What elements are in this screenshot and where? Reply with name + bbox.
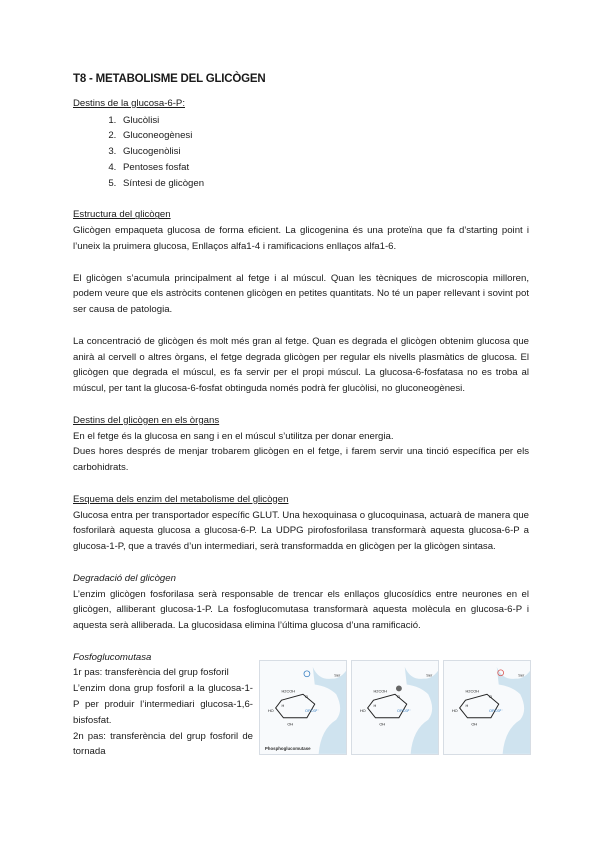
ch2oh-label: H2COH xyxy=(373,688,388,694)
phosphate-circle xyxy=(396,685,402,691)
glucose-ring-diagram xyxy=(260,661,346,754)
enzyme-label: Ser xyxy=(426,672,433,678)
panel-caption: Phosphoglucomutase xyxy=(264,745,311,751)
mechanism-panel-1 xyxy=(259,660,347,755)
h-label: H xyxy=(373,702,377,708)
ring-oxygen: O xyxy=(396,693,400,699)
ho-label: HO xyxy=(359,707,366,713)
ring-oxygen: O xyxy=(488,693,492,699)
phosphate-circle xyxy=(304,671,310,677)
ch2oh-label: H2COH xyxy=(465,688,480,694)
section-heading-fosfoglucomutasa: Fosfoglucomutasa xyxy=(73,651,152,663)
enzyme-label: Ser xyxy=(334,672,341,678)
opo3-label: OPO3²⁻ xyxy=(488,707,504,713)
h-label: H xyxy=(281,702,285,708)
list-item: 3. Glucogenòlisi xyxy=(119,144,529,160)
document-title: T8 - METABOLISME DEL GLICÒGEN xyxy=(73,73,266,85)
h-label: H xyxy=(465,702,469,708)
opo3-label: OPO3²⁻ xyxy=(304,707,320,713)
section-heading-esquema: Esquema dels enzim del metabolisme del glicògen xyxy=(73,493,289,505)
paragraph: L’enzim dona grup fosforil a la glucosa-1-P per produir l’intermediari glucosa-1,6-bisfosfat. xyxy=(73,683,253,726)
paragraph: Glicògen empaqueta glucosa de forma eficient. La glicogenina és una proteïna que fa d’starting point i l’uneix la pruimera glucosa, Enllaços alfa1-4 i ramificacions enllaços alfa1-6. xyxy=(73,225,529,252)
section-heading-degradacio: Degradació del glicògen xyxy=(73,572,176,584)
paragraph: En el fetge és la glucosa en sang i en el múscul s’utilitza per donar energia. xyxy=(73,430,394,442)
paragraph: La concentració de glicògen és molt més gran al fetge. Quan es degrada el glicògen obtenim glucosa que anirà al cervell o altres òrgans, el fetge degrada glicògen per regular els nivells plasmàtics de glucosa. El glicògen que degrada el múscul, es fa servir per el propi múscul. La glucosa-6-fosfatasa no es troba al múscul, per tant la glucosa-6-fosfat obtinguda només podrà fer glucòlisi, no gluconeogènesi. xyxy=(73,335,529,395)
oh-label: OH xyxy=(379,721,386,727)
glucose-ring-diagram xyxy=(352,661,438,754)
fosfoglucomutasa-section xyxy=(73,650,529,761)
destins-glucosa-list xyxy=(73,113,529,192)
mechanism-panel-2 xyxy=(351,660,439,755)
ho-label: HO xyxy=(451,707,458,713)
ho-label: HO xyxy=(267,707,274,713)
mechanism-panel-3 xyxy=(443,660,531,755)
section-heading-destins-glucosa: Destins de la glucosa-6-P: xyxy=(73,97,185,109)
list-item: 2. Gluconeogènesi xyxy=(119,128,529,144)
step-1-heading: 1r pas: transferència del grup fosforil xyxy=(73,667,229,679)
step-2-heading: 2n pas: transferència del grup fosforil de tornada xyxy=(73,730,253,758)
phosphoglucomutase-figure xyxy=(259,660,531,755)
list-item: 1. Glucòlisi xyxy=(119,113,529,129)
paragraph: Dues hores després de menjar trobarem glicògen en el fetge, i farem servir una tinció específica per els carbohidrats. xyxy=(73,446,529,474)
enzyme-label: Ser xyxy=(518,672,525,678)
oh-label: OH xyxy=(287,721,294,727)
ring-oxygen: O xyxy=(304,693,308,699)
section-heading-destins-glicogen: Destins del glicògen en els òrgans xyxy=(73,414,220,426)
ch2oh-label: H2COH xyxy=(281,688,296,694)
paragraph: L’enzim glicògen fosforilasa serà responsable de trencar els enllaços glucosídics entre neurones en el glicògen, alliberant glucosa-1-P. La fosfoglucomutasa transformarà aquesta molècula en glucosa-6-P i aquesta serà alliberada. La glucosidasa elimina l’última glucosa d’una ramificació. xyxy=(73,588,529,632)
opo3-label: OPO3²⁻ xyxy=(396,707,412,713)
list-item: 4. Pentoses fosfat xyxy=(119,160,529,176)
document-body xyxy=(73,72,529,760)
list-item: 5. Síntesi de glicògen xyxy=(119,176,529,192)
glucose-ring-diagram xyxy=(444,661,530,754)
paragraph: Glucosa entra per transportador específic GLUT. Una hexoquinasa o glucoquinasa, actuarà de manera que fosforilarà aquesta glucosa a glucosa-6-P. La UDPG pirofosforilasa transformarà aquesta glucosa-6-P a glucosa-1-P, que a través d’un intermediari, serà transformadda en glicògen per la glicògen sintasa. xyxy=(73,509,529,553)
paragraph: El glicògen s’acumula principalment al fetge i al múscul. Quan les tècniques de microscopia milloren, podem veure que els astròcits contenen glicògen en petites quantitats. No té un paper rellevant i sovint pot ser causa de patologia. xyxy=(73,272,529,316)
oh-label: OH xyxy=(471,721,478,727)
section-heading-estructura: Estructura del glicògen xyxy=(73,209,171,221)
